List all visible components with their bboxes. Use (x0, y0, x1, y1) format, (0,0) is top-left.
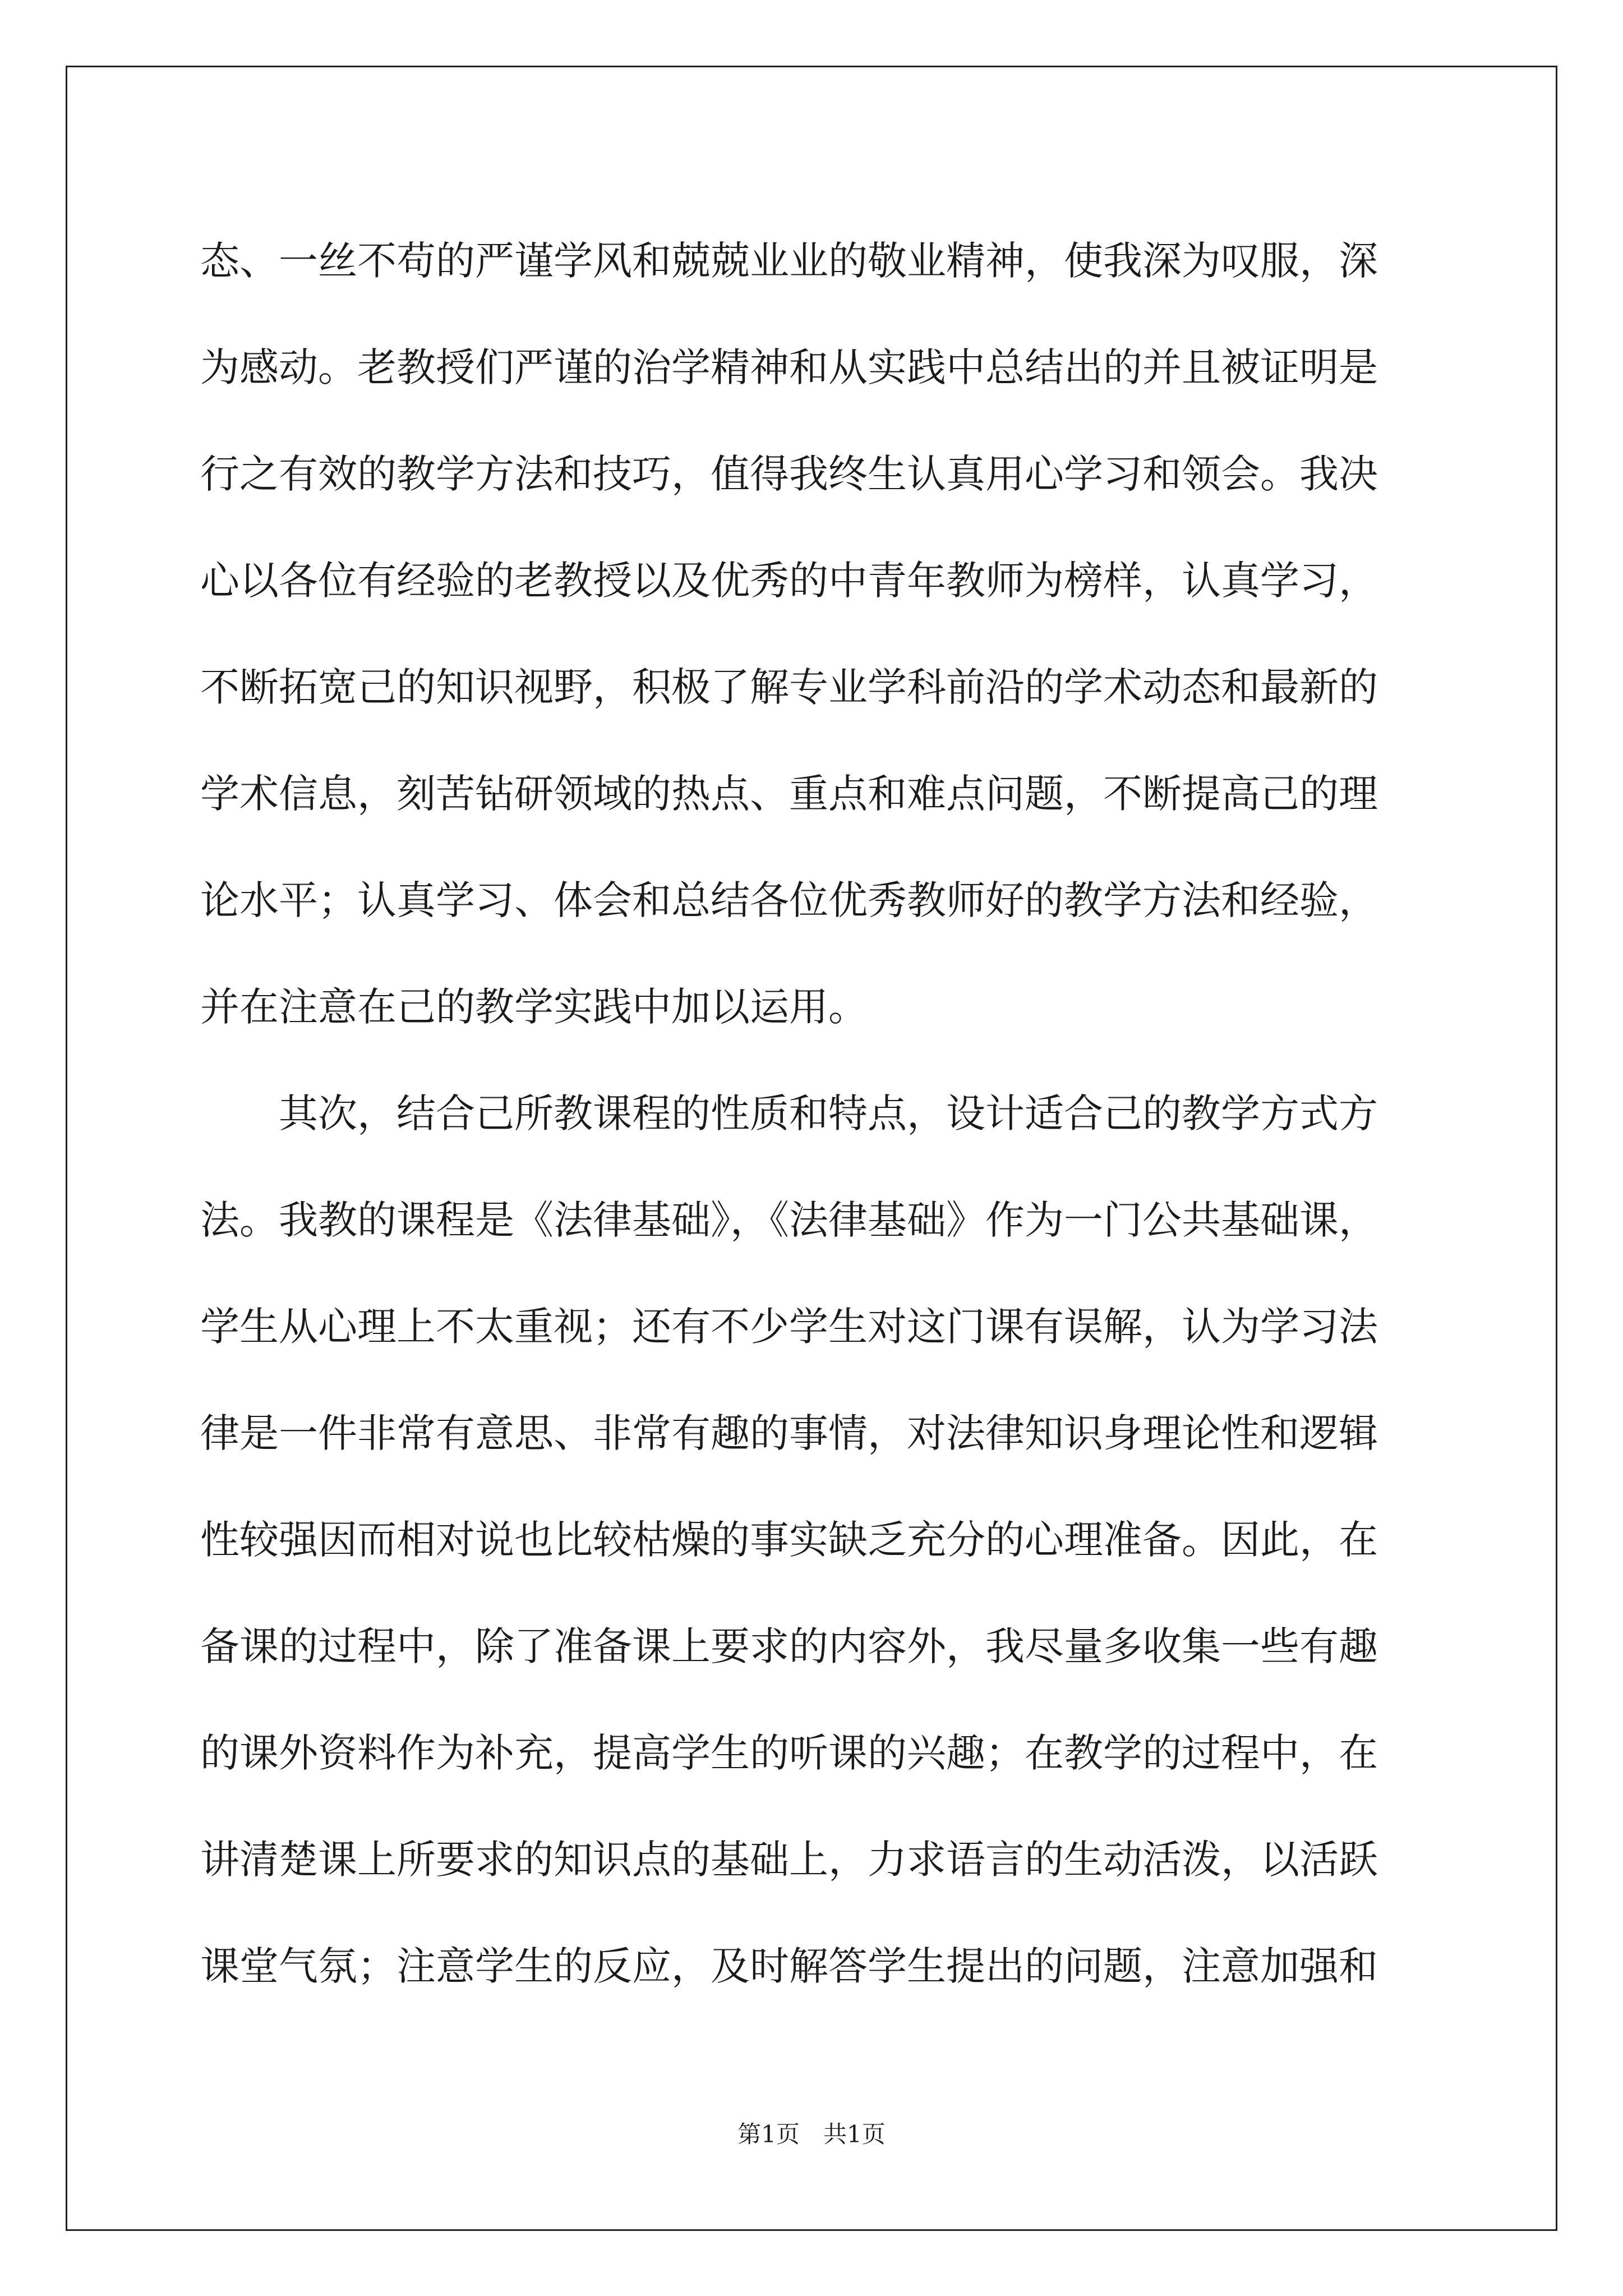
text-line: 学生从心理上不太重视；还有不少学生对这门课有误解，认为学习法 (200, 1304, 1378, 1350)
text-line: 律是一件非常有意思、非常有趣的事情，对法律知识身理论性和逻辑 (200, 1410, 1378, 1456)
text-line: 论水平；认真学习、体会和总结各位优秀教师好的教学方法和经验， (200, 877, 1378, 923)
text-line: 行之有效的教学方法和技巧，值得我终生认真用心学习和领会。我决 (200, 451, 1378, 497)
text-line: 备课的过程中，除了准备课上要求的内容外，我尽量多收集一些有趣 (200, 1623, 1378, 1669)
text-line: 不断拓宽己的知识视野，积极了解专业学科前沿的学术动态和最新的 (200, 664, 1378, 710)
text-line: 性较强因而相对说也比较枯燥的事实缺乏充分的心理准备。因此，在 (200, 1517, 1378, 1563)
document-body (200, 208, 1434, 2019)
text-line: 学术信息，刻苦钻研领域的热点、重点和难点问题，不断提高己的理 (200, 771, 1378, 817)
text-line: 法。我教的课程是《法律基础》，《法律基础》作为一门公共基础课， (200, 1197, 1378, 1243)
text-line: 态、一丝不苟的严谨学风和兢兢业业的敬业精神，使我深为叹服，深 (200, 238, 1378, 284)
text-line: 课堂气氛；注意学生的反应，及时解答学生提出的问题，注意加强和 (200, 1943, 1378, 1989)
page-footer: 第1页 共1页 (737, 2120, 886, 2148)
text-line: 并在注意在己的教学实践中加以运用。 (200, 984, 868, 1030)
text-line: 的课外资料作为补充，提高学生的听课的兴趣；在教学的过程中，在 (200, 1730, 1378, 1776)
text-line: 讲清楚课上所要求的知识点的基础上，力求语言的生动活泼，以活跃 (200, 1837, 1378, 1883)
text-line: 为感动。老教授们严谨的治学精神和从实践中总结出的并且被证明是 (200, 344, 1378, 390)
text-line: 心以各位有经验的老教授以及优秀的中青年教师为榜样，认真学习， (200, 558, 1378, 604)
text-line: 其次，结合己所教课程的性质和特点，设计适合己的教学方式方 (200, 1091, 1378, 1137)
